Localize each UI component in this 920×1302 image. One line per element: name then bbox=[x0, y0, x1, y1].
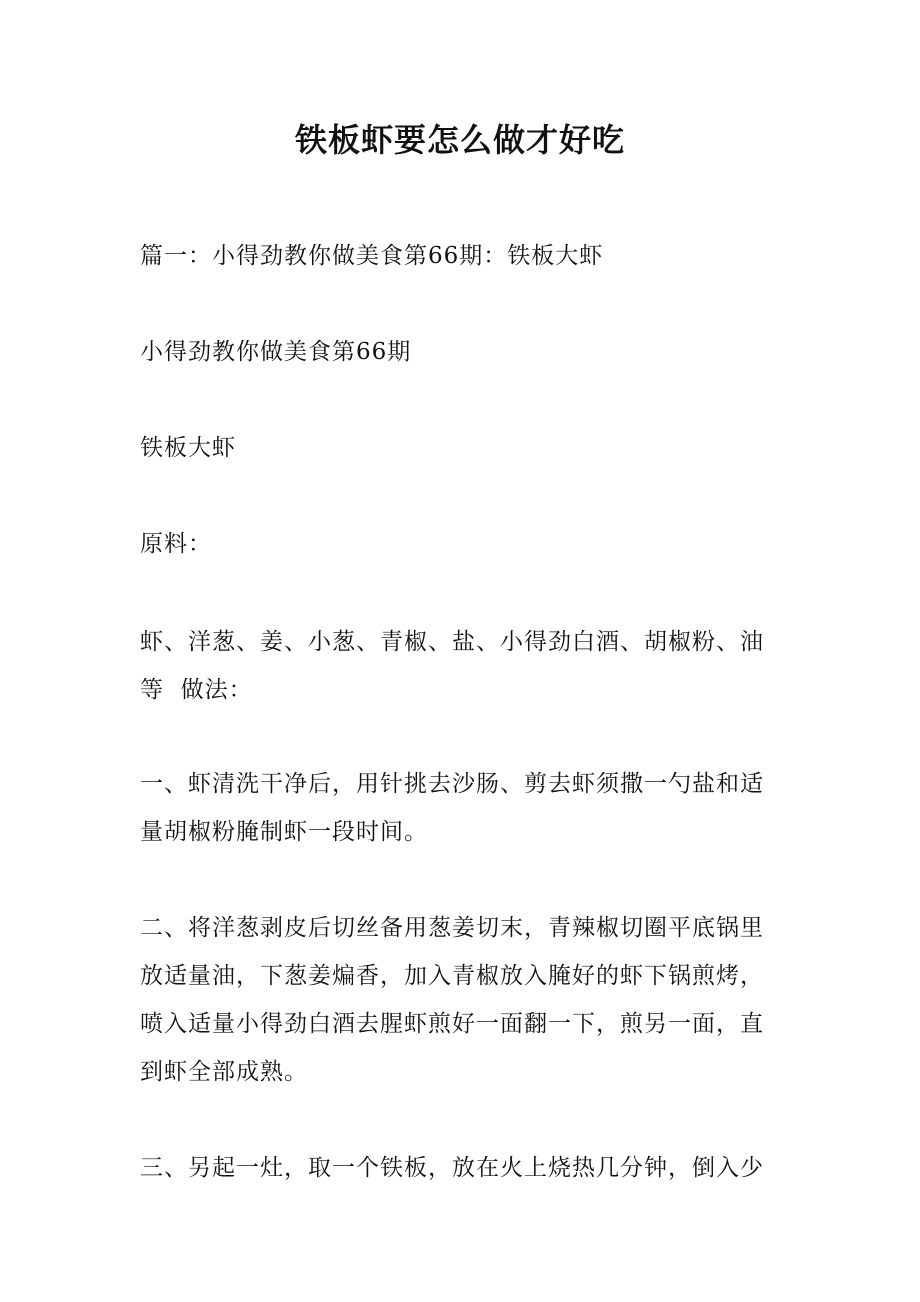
step-2-line-4: 到虾全部成熟。 bbox=[140, 1059, 308, 1085]
step-2-paragraph bbox=[140, 904, 790, 1096]
ingredients-label-text: 原料： bbox=[140, 531, 212, 557]
step-2-line-3: 喷入适量小得劲白酒去腥虾煎好一面翻一下，煎另一面，直 bbox=[140, 1011, 764, 1037]
step-3-line-1: 三、另起一灶，取一个铁板，放在火上烧热几分钟，倒入少 bbox=[140, 1155, 764, 1181]
step-1-paragraph bbox=[140, 760, 790, 856]
ingredients-paragraph bbox=[140, 618, 790, 714]
ingredients-line-1: 虾、洋葱、姜、小葱、青椒、盐、小得劲白酒、胡椒粉、油 bbox=[140, 629, 764, 655]
step-2-line-1: 二、将洋葱剥皮后切丝备用葱姜切末，青辣椒切圈平底锅里 bbox=[140, 915, 764, 941]
step-1-line-2: 量胡椒粉腌制虾一段时间。 bbox=[140, 819, 428, 845]
section-heading-text: 篇一：小得劲教你做美食第66期：铁板大虾 bbox=[140, 243, 604, 269]
step-2-line-2: 放适量油，下葱姜煸香，加入青椒放入腌好的虾下锅煎烤， bbox=[140, 963, 764, 989]
ingredients-line-2: 等 做法： bbox=[140, 677, 253, 703]
page-title: 铁板虾要怎么做才好吃 bbox=[294, 121, 625, 159]
step-3-paragraph bbox=[140, 1144, 790, 1192]
section-heading bbox=[140, 232, 790, 280]
dish-name bbox=[140, 424, 790, 472]
issue-line-text: 小得劲教你做美食第66期 bbox=[140, 339, 412, 365]
dish-name-text: 铁板大虾 bbox=[140, 435, 236, 461]
step-1-line-1: 一、虾清洗干净后，用针挑去沙肠、剪去虾须撒一勺盐和适 bbox=[140, 771, 764, 797]
ingredients-label bbox=[140, 520, 790, 568]
issue-line bbox=[140, 328, 790, 376]
